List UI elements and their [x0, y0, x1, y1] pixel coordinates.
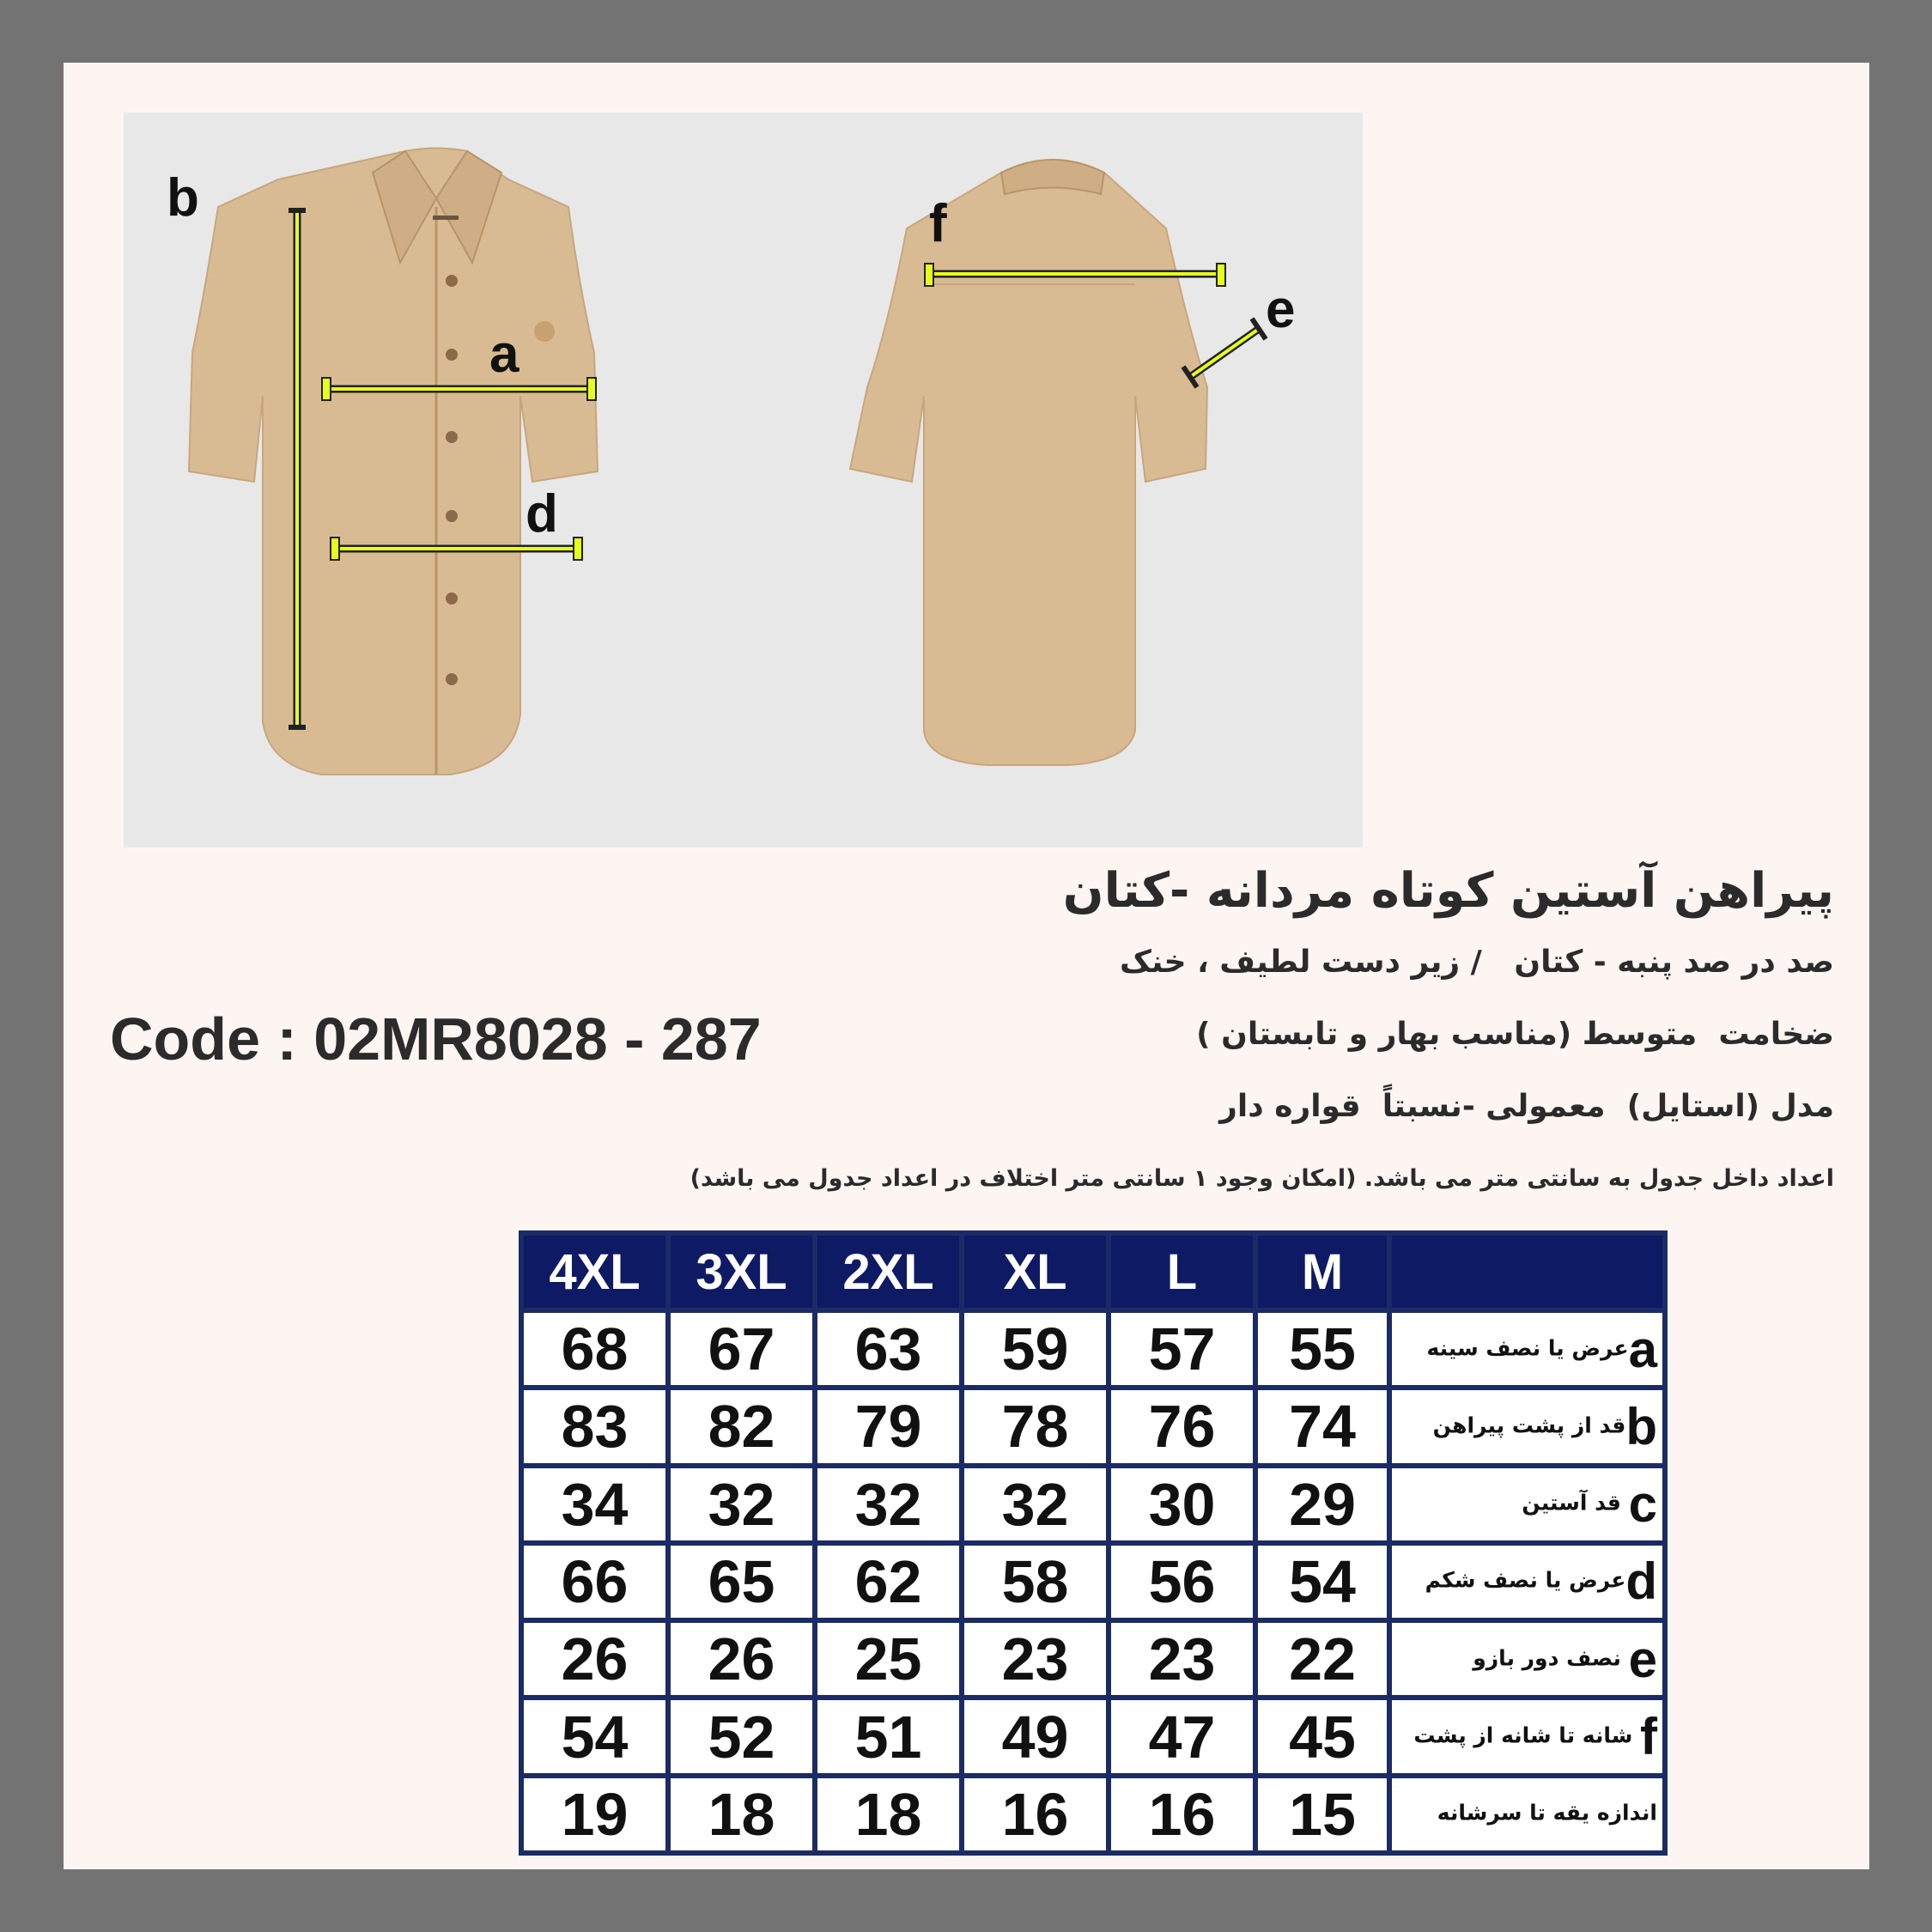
size-value-cell: 49 [964, 1700, 1106, 1772]
measurement-label-cell [1392, 1546, 1662, 1618]
size-header: 3XL [671, 1236, 812, 1308]
size-header: 2XL [817, 1236, 959, 1308]
size-value-cell: 22 [1258, 1623, 1387, 1695]
measure-header [1392, 1236, 1662, 1308]
measurement-letter: b [1625, 1397, 1657, 1455]
size-value-cell: 23 [1111, 1623, 1253, 1695]
table-row [524, 1390, 1662, 1462]
product-code: Code : 02MR8028 - 287 [110, 1005, 762, 1072]
size-header: XL [964, 1236, 1106, 1308]
table-row [524, 1468, 1662, 1540]
measurement-label: قد آستین [1522, 1490, 1629, 1516]
measurement-label: عرض یا نصف شکم [1425, 1567, 1626, 1593]
measurement-letter: d [1625, 1552, 1657, 1611]
size-header: L [1111, 1236, 1253, 1308]
measurement-label: نصف دور بازو [1473, 1645, 1629, 1671]
measurement-letter: e [1628, 1630, 1657, 1688]
measurement-label-cell [1392, 1468, 1662, 1540]
style-line: مدل (استایل) معمولی -نسبتاً قواره دار [1219, 1089, 1834, 1124]
size-value-cell: 68 [524, 1313, 665, 1385]
table-note: اعداد داخل جدول به سانتی متر می باشد. (امکان وجود ۱ سانتی متر اختلاف در اعداد جدول می باشد) [690, 1165, 1834, 1192]
size-value-cell: 65 [671, 1546, 812, 1618]
measurement-label-cell [1392, 1778, 1662, 1850]
size-value-cell: 63 [817, 1313, 959, 1385]
size-value-cell: 79 [817, 1390, 959, 1462]
product-title: پیراهن آستین کوتاه مردانه -کتان [1062, 863, 1834, 919]
size-header-row [524, 1236, 1662, 1308]
size-value-cell: 32 [671, 1468, 812, 1540]
table-row [524, 1778, 1662, 1850]
size-value-cell: 82 [671, 1390, 812, 1462]
size-value-cell: 67 [671, 1313, 812, 1385]
size-value-cell: 54 [1258, 1546, 1387, 1618]
size-value-cell: 23 [964, 1623, 1106, 1695]
size-value-cell: 34 [524, 1468, 665, 1540]
size-value-cell: 57 [1111, 1313, 1253, 1385]
size-value-cell: 51 [817, 1700, 959, 1772]
size-value-cell: 26 [524, 1623, 665, 1695]
label-a: a [489, 325, 519, 384]
size-value-cell: 58 [964, 1546, 1106, 1618]
measurement-letter: f [1640, 1708, 1657, 1766]
size-value-cell: 59 [964, 1313, 1106, 1385]
size-header: 4XL [524, 1236, 665, 1308]
measurement-label-cell [1392, 1390, 1662, 1462]
label-f: f [929, 194, 947, 253]
size-value-cell: 32 [964, 1468, 1106, 1540]
thickness-line: ضخامت متوسط (مناسب بهار و تابستان ) [1196, 1017, 1834, 1052]
size-value-cell: 29 [1258, 1468, 1387, 1540]
measurement-letter: c [1628, 1475, 1657, 1534]
measurement-label-cell [1392, 1623, 1662, 1695]
material-line: صد در صد پنبه - کتان / زیر دست لطیف ، خنک [1120, 945, 1834, 980]
table-row [524, 1700, 1662, 1772]
size-header: M [1258, 1236, 1387, 1308]
measurement-label: اندازه یقه تا سرشانه [1437, 1800, 1657, 1826]
size-value-cell: 47 [1111, 1700, 1253, 1772]
size-value-cell: 76 [1111, 1390, 1253, 1462]
label-d: d [526, 484, 558, 544]
size-value-cell: 18 [817, 1778, 959, 1850]
front-shirt [189, 149, 598, 775]
size-value-cell: 74 [1258, 1390, 1387, 1462]
measurement-label: شانه تا شانه از پشت [1413, 1722, 1641, 1748]
size-value-cell: 15 [1258, 1778, 1387, 1850]
label-e: e [1266, 280, 1296, 339]
label-b: b [167, 168, 199, 228]
table-row [524, 1546, 1662, 1618]
product-photo [124, 112, 1363, 848]
size-value-cell: 56 [1111, 1546, 1253, 1618]
table-row [524, 1623, 1662, 1695]
measurement-label-cell [1392, 1700, 1662, 1772]
table-row [524, 1313, 1662, 1385]
size-value-cell: 18 [671, 1778, 812, 1850]
size-value-cell: 30 [1111, 1468, 1253, 1540]
shirt-measurement-diagram [124, 112, 1363, 848]
back-shirt [850, 160, 1207, 765]
size-value-cell: 52 [671, 1700, 812, 1772]
size-value-cell: 54 [524, 1700, 665, 1772]
size-value-cell: 78 [964, 1390, 1106, 1462]
size-value-cell: 25 [817, 1623, 959, 1695]
size-value-cell: 55 [1258, 1313, 1387, 1385]
measurement-label: عرض یا نصف سینه [1426, 1335, 1629, 1361]
size-table [519, 1230, 1668, 1856]
size-value-cell: 32 [817, 1468, 959, 1540]
size-value-cell: 16 [1111, 1778, 1253, 1850]
size-value-cell: 19 [524, 1778, 665, 1850]
size-value-cell: 66 [524, 1546, 665, 1618]
measurement-letter: a [1628, 1320, 1657, 1378]
size-value-cell: 45 [1258, 1700, 1387, 1772]
measurement-label: قد از پشت پیراهن [1432, 1413, 1626, 1438]
size-value-cell: 62 [817, 1546, 959, 1618]
size-value-cell: 26 [671, 1623, 812, 1695]
size-value-cell: 16 [964, 1778, 1106, 1850]
measurement-label-cell [1392, 1313, 1662, 1385]
size-value-cell: 83 [524, 1390, 665, 1462]
